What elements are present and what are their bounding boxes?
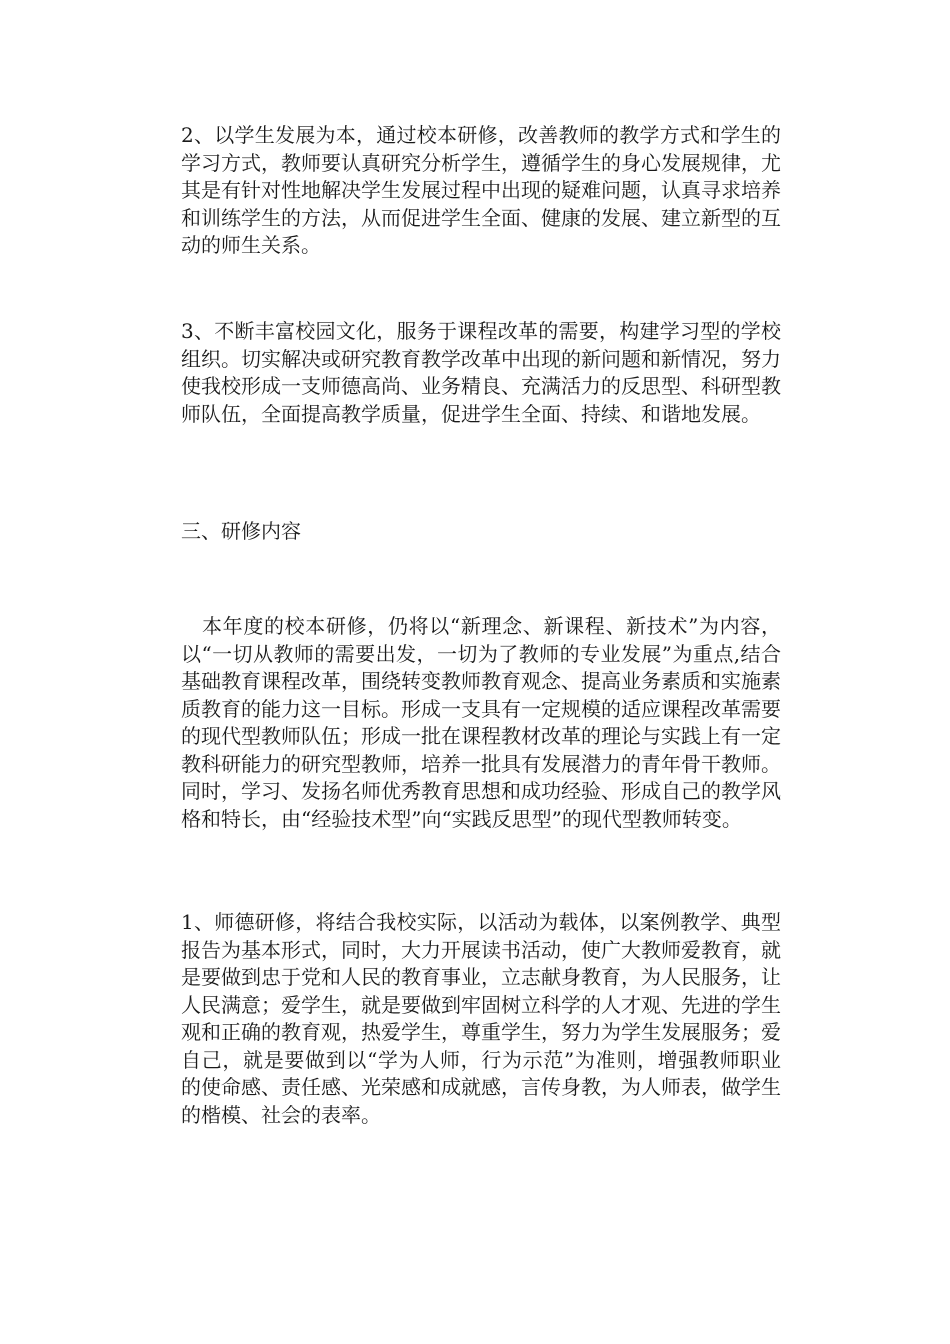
paragraph-goal-2: 2、以学生发展为本，通过校本研修，改善教师的教学方式和学生的学习方式，教师要认真研究分析学生，遵循学生的身心发展规律，尤其是有针对性地解决学生发展过程中出现的疑难问题，认真寻求培养和训练学生的方法，从而促进学生全面、健康的发展、建立新型的互动的师生关系。: [181, 123, 781, 257]
paragraph-content-intro: 本年度的校本研修，仍将以“新理念、新课程、新技术”为内容，以“一切从教师的需要出发，一切为了教师的专业发展”为重点,结合基础教育课程改革，围绕转变教师教育观念、提高业务素质和实施素质教育的能力这一目标。形成一支具有一定规模的适应课程改革需要的现代型教师队伍；形成一批在课程教材改革的理论与实践上有一定教科研能力的研究型教师，培养一批具有发展潜力的青年骨干教师。同时，学习、发扬名师优秀教育思想和成功经验、形成自己的教学风格和特长，由“经验技术型”向“实践反思型”的现代型教师转变。: [181, 614, 781, 831]
section-heading: 三、研修内容: [181, 519, 301, 543]
paragraph-goal-3: 3、不断丰富校园文化，服务于课程改革的需要，构建学习型的学校组织。切实解决或研究教育教学改革中出现的新问题和新情况，努力使我校形成一支师德高尚、业务精良、充满活力的反思型、科研型教师队伍，全面提高教学质量，促进学生全面、持续、和谐地发展。: [181, 319, 781, 426]
paragraph-ethics-training: 1、师德研修，将结合我校实际，以活动为载体，以案例教学、典型报告为基本形式，同时，大力开展读书活动，使广大教师爱教育，就是要做到忠于党和人民的教育事业，立志献身教育，为人民服务，让人民满意；爱学生，就是要做到牢固树立科学的人才观、先进的学生观和正确的教育观，热爱学生，尊重学生，努力为学生发展服务；爱自己，就是要做到以“学为人师，行为示范”为准则，增强教师职业的使命感、责任感、光荣感和成就感，言传身教，为人师表，做学生的楷模、社会的表率。: [181, 910, 781, 1127]
